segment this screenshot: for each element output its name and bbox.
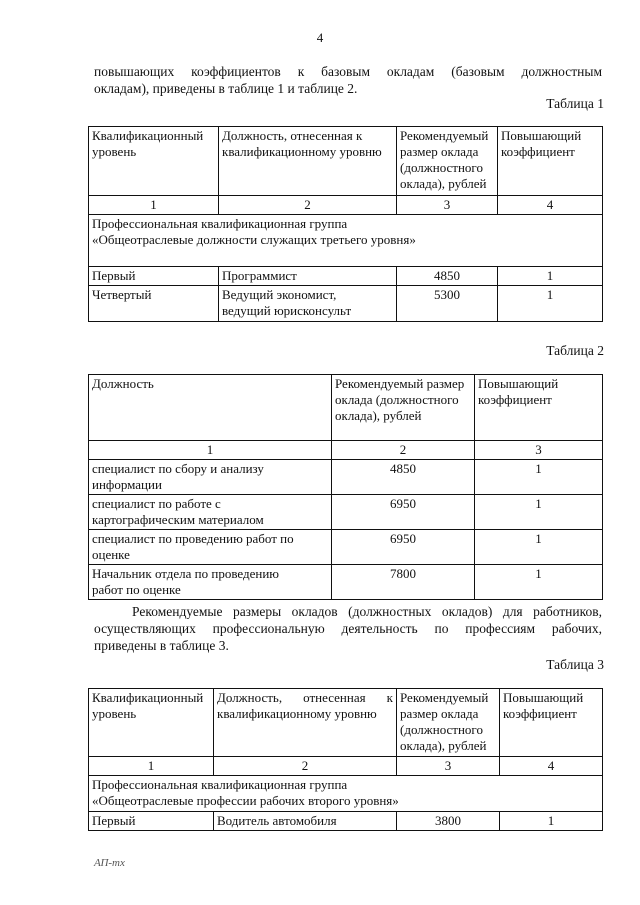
table2-row3-line-2: оценке — [92, 547, 130, 562]
table1-num-3: 3 — [397, 196, 498, 215]
table1-group-cell — [89, 215, 603, 267]
table1-row1-position: Программист — [219, 267, 397, 286]
table3-group-line-1: Профессиональная квалификационная группа — [92, 777, 348, 792]
table2-row4-salary: 7800 — [332, 565, 475, 600]
table2-num-3: 3 — [475, 441, 603, 460]
page-number: 4 — [316, 30, 324, 45]
table1-row2-level: Четвертый — [89, 286, 219, 322]
table-2 — [88, 374, 603, 600]
table2-row2-coef: 1 — [475, 495, 603, 530]
table2-row4-line-1: Начальник отдела по проведению — [92, 566, 280, 581]
table2-row4-coef: 1 — [475, 565, 603, 600]
table2-number-row — [89, 441, 603, 460]
table2-header-position: Должность — [89, 375, 332, 441]
table3-row1-coef: 1 — [500, 812, 603, 831]
table-row — [89, 267, 603, 286]
table1-row2-coef: 1 — [498, 286, 603, 322]
table1-row1-level: Первый — [89, 267, 219, 286]
table1-row2-salary: 5300 — [397, 286, 498, 322]
table3-header-position: Должность, отнесенная к квалификационному уровню — [214, 689, 397, 757]
table1-group-line-1: Профессиональная квалификационная группа — [92, 216, 348, 231]
table2-header-salary: Рекомендуемый размер оклада (должностного оклада), рублей — [332, 375, 475, 441]
table3-number-row — [89, 757, 603, 776]
table1-row2-position-line-1: Ведущий экономист, — [222, 287, 337, 302]
table2-caption: Таблица 2 — [546, 343, 604, 358]
table3-header-coef: Повышающий коэффициент — [500, 689, 603, 757]
table2-row3-salary: 6950 — [332, 530, 475, 565]
table-row — [89, 812, 603, 831]
table3-row1-position: Водитель автомобиля — [214, 812, 397, 831]
intro-line-1: повышающих коэффициентов к базовым окладам (базовым должностным — [94, 64, 602, 79]
table2-header-row — [89, 375, 603, 441]
table3-row1-level: Первый — [89, 812, 214, 831]
table-row — [89, 565, 603, 600]
table1-group-row — [89, 215, 603, 267]
table2-num-2: 2 — [332, 441, 475, 460]
middle-line-1: Рекомендуемые размеры окладов (должностных окладов) для работников, — [132, 604, 602, 619]
table-1 — [88, 126, 603, 322]
table2-row4-line-2: работ по оценке — [92, 582, 181, 597]
table3-num-1: 1 — [89, 757, 214, 776]
table1-num-4: 4 — [498, 196, 603, 215]
table2-row3-line-1: специалист по проведению работ по — [92, 531, 294, 546]
table2-row1-position — [89, 460, 332, 495]
table3-group-cell — [89, 776, 603, 812]
table3-num-3: 3 — [397, 757, 500, 776]
table1-header-coef: Повышающий коэффициент — [498, 127, 603, 196]
table1-number-row — [89, 196, 603, 215]
table3-caption: Таблица 3 — [546, 657, 604, 672]
table2-row1-line-1: специалист по сбору и анализу — [92, 461, 264, 476]
footer-mark: АП-тх — [94, 857, 125, 869]
table1-row1-coef: 1 — [498, 267, 603, 286]
table3-header-salary: Рекомендуемый размер оклада (должностного оклада), рублей — [397, 689, 500, 757]
table1-num-1: 1 — [89, 196, 219, 215]
table2-row4-position — [89, 565, 332, 600]
table2-row2-position — [89, 495, 332, 530]
table-row — [89, 495, 603, 530]
table1-num-2: 2 — [219, 196, 397, 215]
table1-header-position: Должность, отнесенная к квалификационному уровню — [219, 127, 397, 196]
table-row — [89, 530, 603, 565]
table2-row2-line-1: специалист по работе с — [92, 496, 221, 511]
table2-row2-salary: 6950 — [332, 495, 475, 530]
table2-num-1: 1 — [89, 441, 332, 460]
table1-group-line-2: «Общеотраслевые должности служащих третьего уровня» — [92, 232, 416, 247]
table1-row2-position — [219, 286, 397, 322]
table-row — [89, 286, 603, 322]
table2-row2-line-2: картографическим материалом — [92, 512, 264, 527]
table2-row3-position — [89, 530, 332, 565]
table1-row2-position-line-2: ведущий юрисконсульт — [222, 303, 352, 318]
table2-row3-coef: 1 — [475, 530, 603, 565]
table2-row1-coef: 1 — [475, 460, 603, 495]
table3-num-4: 4 — [500, 757, 603, 776]
intro-line-2: окладам), приведены в таблице 1 и таблице 2. — [94, 81, 358, 96]
table3-group-row — [89, 776, 603, 812]
table1-header-level: Квалификационный уровень — [89, 127, 219, 196]
table1-row1-salary: 4850 — [397, 267, 498, 286]
table1-header-row — [89, 127, 603, 196]
table2-row1-salary: 4850 — [332, 460, 475, 495]
middle-line-2: осуществляющих профессиональную деятельность по профессиям рабочих, — [94, 621, 602, 636]
table-3 — [88, 688, 603, 831]
table3-group-line-2: «Общеотраслевые профессии рабочих второго уровня» — [92, 793, 399, 808]
table3-row1-salary: 3800 — [397, 812, 500, 831]
intro-paragraph — [94, 63, 602, 97]
table1-header-salary: Рекомендуемый размер оклада (должностного оклада), рублей — [397, 127, 498, 196]
table-row — [89, 460, 603, 495]
middle-paragraph — [94, 603, 602, 654]
middle-line-3: приведены в таблице 3. — [94, 638, 229, 653]
table2-header-coef: Повышающий коэффициент — [475, 375, 603, 441]
table3-header-level: Квалификационный уровень — [89, 689, 214, 757]
table1-caption: Таблица 1 — [546, 96, 604, 111]
table3-num-2: 2 — [214, 757, 397, 776]
table2-row1-line-2: информации — [92, 477, 162, 492]
table3-header-row — [89, 689, 603, 757]
